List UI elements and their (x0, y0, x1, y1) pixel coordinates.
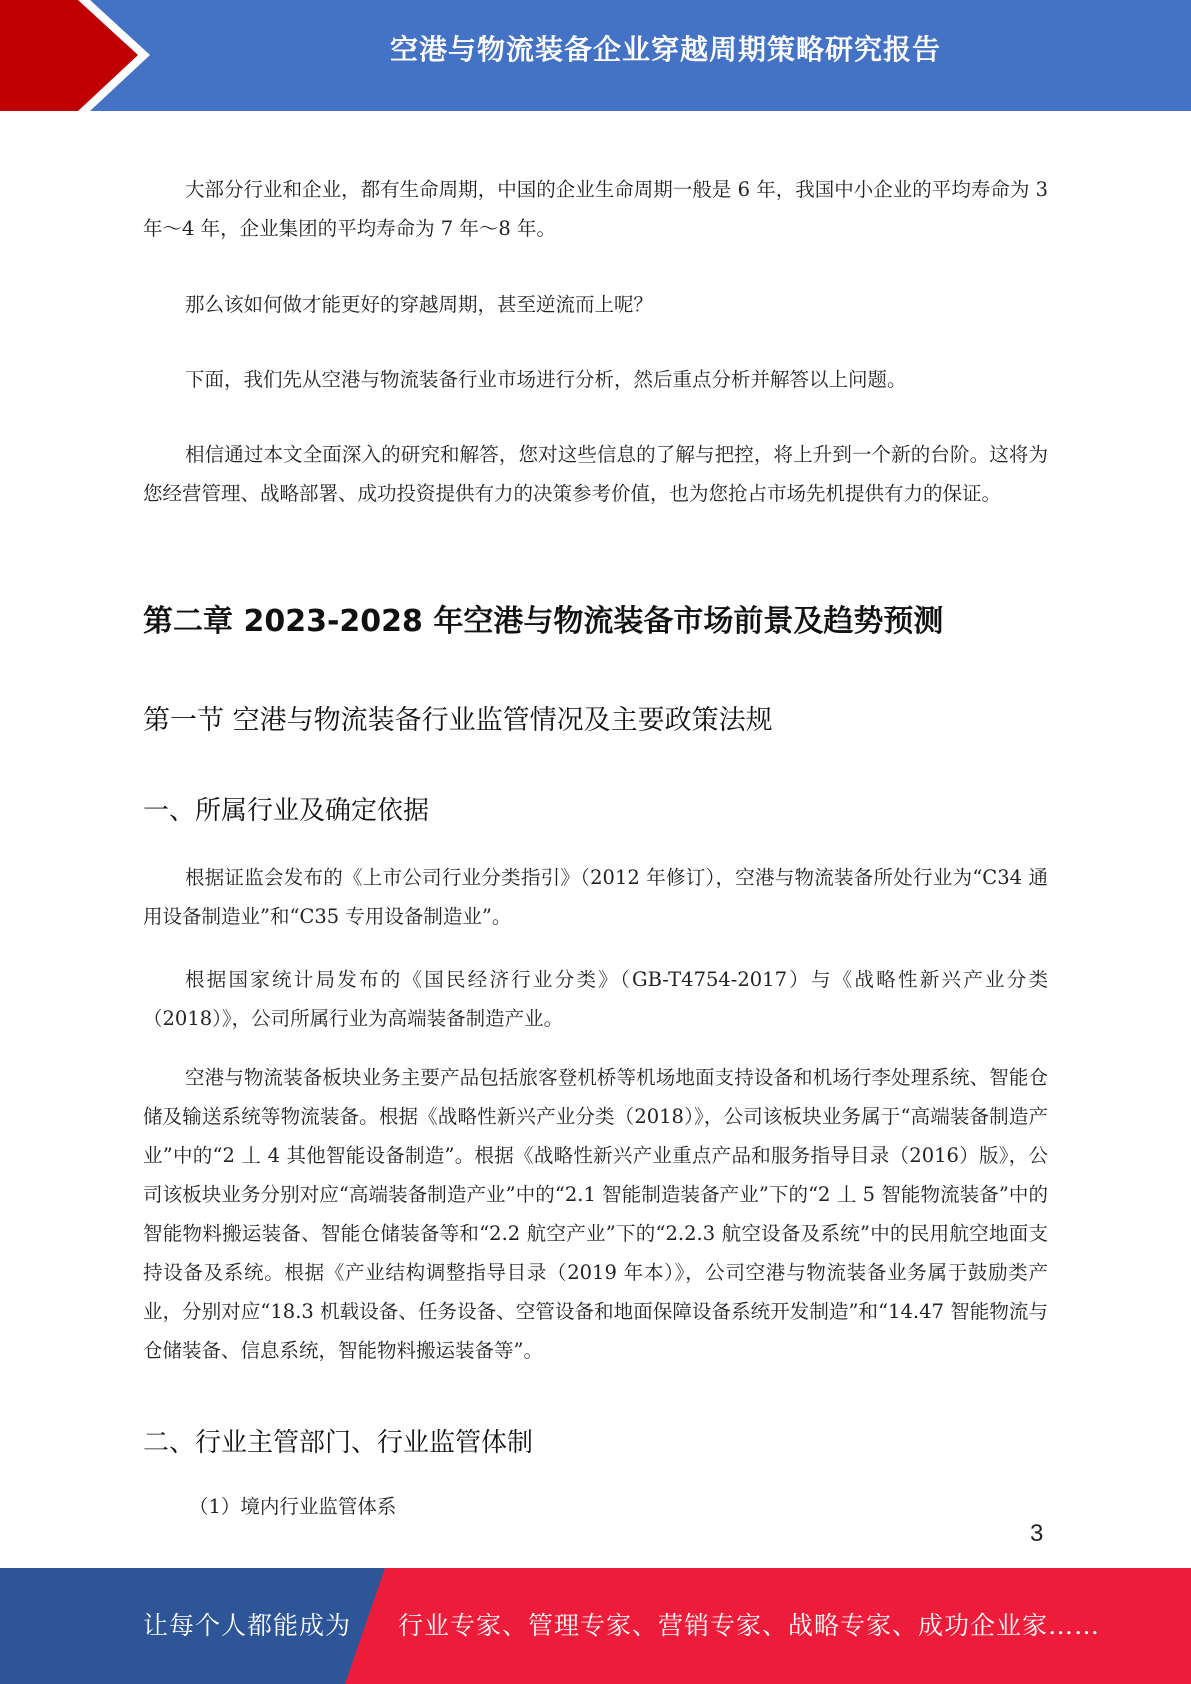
footer-slogan-right: 行业专家、管理专家、营销专家、战略专家、成功企业家…… (398, 1611, 1101, 1640)
footer-slogan-left: 让每个人都能成为 (143, 1611, 352, 1640)
paragraph-intro: 下面，我们先从空港与物流装备行业市场进行分析，然后重点分析并解答以上问题。 (185, 368, 907, 391)
list-item-domestic-regulation: （1）境内行业监管体系 (189, 1495, 397, 1518)
paragraph-nbs-classification: 根据国家统计局发布的《国民经济行业分类》（GB-T4754-2017）与《战略性新兴产业分类（2018）》，公司所属行业为高端装备制造产业。 (143, 968, 1048, 1030)
paragraph-value: 相信通过本文全面深入的研究和解答，您对这些信息的了解与把控，将上升到一个新的台阶。这将为您经营管理、战略部署、成功投资提供有力的决策参考价值，也为您抢占市场先机提供有力的保证。 (143, 443, 1048, 505)
subsection-title-industry: 一、所属行业及确定依据 (143, 796, 430, 826)
paragraph-question: 那么该如何做才能更好的穿越周期，甚至逆流而上呢？ (185, 293, 654, 316)
paragraph-business-classification: 空港与物流装备板块业务主要产品包括旅客登机桥等机场地面支持设备和机场行李处理系统、智能仓储及输送系统等物流装备。根据《战略性新兴产业分类（2018）》，公司该板块业务属于“高端装备制造产业”中的“2 丄 4 其他智能设备制造”。根据《战略性新兴产业重点产品和服务指导目录（2016）版》，公司该板块业务分别对应“高端装备制造产业”中的“2.1 智能制造装备产业”下的“2 丄 5 智能物流装备”中的智能物料搬运装备、智能仓储装备等和“2.2 航空产业”下的“2.2.3 航空设备及系统”中的民用航空地面支持设备及系统。根据《产业结构调整指导目录（2019 年本）》，公司空港与物流装备业务属于鼓励类产业，分别对应“18.3 机载设备、任务设备、空管设备和地面保障设备系统开发制造”和“14.47 智能物流与仓储装备、信息系统，智能物料搬运装备等”。 (143, 1066, 1048, 1362)
page-footer (0, 1568, 1191, 1684)
subsection-title-regulation: 二、行业主管部门、行业监管体制 (143, 1428, 534, 1458)
paragraph-csrc-classification: 根据证监会发布的《上市公司行业分类指引》（2012 年修订），空港与物流装备所处行业为“C34 通用设备制造业”和“C35 专用设备制造业”。 (143, 866, 1048, 928)
page-header (0, 0, 1191, 111)
page-number: 3 (1030, 1520, 1044, 1547)
paragraph-lifecycle: 大部分行业和企业，都有生命周期，中国的企业生命周期一般是 6 年，我国中小企业的平均寿命为 3 年～4 年，企业集团的平均寿命为 7 年～8 年。 (143, 178, 1048, 240)
report-title: 空港与物流装备企业穿越周期策略研究报告 (389, 33, 941, 66)
chapter-title: 第二章 2023-2028 年空港与物流装备市场前景及趋势预测 (143, 604, 944, 639)
section-title: 第一节 空港与物流装备行业监管情况及主要政策法规 (143, 705, 773, 736)
